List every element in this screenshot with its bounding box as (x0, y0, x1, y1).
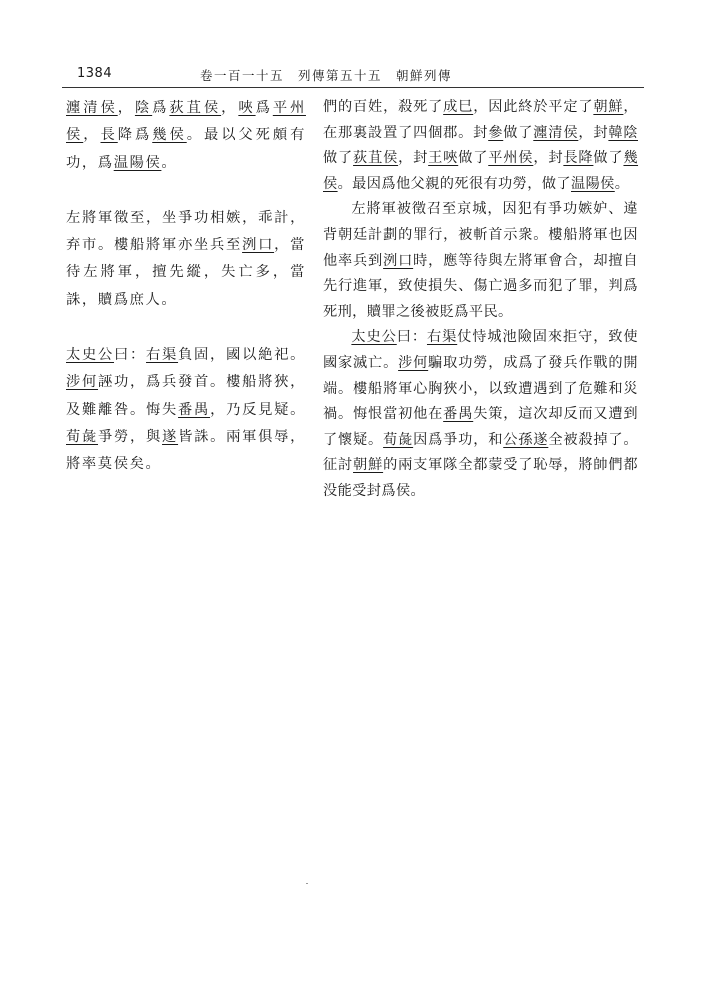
proper-name: 幾侯 (152, 127, 187, 144)
text-run: ，封 (533, 150, 564, 167)
text-run: 仗恃城池險固來拒守，致使國家滅亡。 (323, 329, 639, 371)
proper-name: 成巳 (443, 99, 474, 115)
text-run: 。 (161, 154, 178, 171)
proper-name: 荀彘 (383, 431, 414, 448)
text-run: 做了 (503, 124, 534, 141)
text-run: 因爲爭功，和 (413, 431, 504, 448)
text-run: 爭勞，與 (98, 428, 163, 445)
proper-name: 陰 (134, 100, 153, 116)
proper-name: 荻苴侯 (353, 150, 399, 167)
text-run: 全被殺掉了。征討 (323, 431, 638, 474)
original-paragraph (66, 95, 306, 177)
proper-name: 平州侯 (488, 150, 534, 167)
text-run: 皆誅。兩軍俱辱，將率莫侯矣。 (66, 428, 306, 473)
proper-name: 遂 (162, 428, 179, 445)
proper-name: 朝鮮 (593, 99, 624, 115)
text-run: ，當待左將軍，擅先縱，失亡多，當誅，贖爲庶人。 (66, 237, 306, 308)
proper-name: 右渠 (426, 329, 458, 346)
proper-name: 公孫遂 (503, 431, 549, 448)
text-run: ， (221, 100, 239, 116)
text-run: 做了 (458, 150, 489, 167)
text-run: 們的百姓，殺死了 (323, 99, 444, 115)
text-run: 爲 (152, 100, 170, 116)
translation-paragraph (323, 95, 638, 197)
proper-name: 長降 (563, 150, 594, 167)
proper-name: 參 (488, 124, 504, 141)
proper-name: 荻苴侯 (169, 100, 222, 116)
page-number: 1384 (77, 66, 113, 81)
proper-name: 右渠 (146, 347, 179, 364)
text-run: 。最以父死頗有功，爲 (66, 127, 307, 171)
proper-name: 温陽侯 (571, 175, 615, 192)
proper-name: 長 (100, 127, 118, 144)
running-title: 卷一百一十五 列傳第五十五 朝鮮列傳 (200, 68, 453, 83)
proper-name: 荀彘 (66, 428, 99, 445)
proper-name: 瀍清侯 (533, 124, 579, 141)
translation-column (323, 95, 638, 505)
text-run: 騙取功勞，成爲了發兵作戰的開端。樓船將軍心胸狹小，以致遭遇到了危難和災禍。悔恨當初他在 (323, 354, 638, 423)
text-run: ，因此終於平定了 (473, 99, 594, 115)
text-run: 曰： (396, 329, 427, 346)
text-run: 左將軍徵至，坐爭功相嫉，乖計，弃市。樓船將軍亦坐兵至 (66, 209, 306, 254)
original-paragraph (66, 205, 306, 314)
text-run: 左將軍被徵召至京城，因犯有爭功嫉妒、違背朝廷計劃的罪行，被斬首示衆。樓船將軍也因他率兵到 (323, 201, 638, 269)
proper-name: 洌口 (242, 237, 275, 254)
translation-paragraph (323, 197, 638, 325)
proper-name: 涉何 (66, 374, 99, 391)
text-run: 負固，國以絶祀。 (178, 347, 306, 364)
text-run: ，封 (578, 124, 609, 141)
text-run: ，封 (398, 150, 429, 167)
text-run: ，乃反見疑。 (210, 401, 306, 418)
text-run: 。最因爲他父親的死很有功勞，做了 (337, 175, 571, 192)
proper-name: 番禺 (178, 401, 211, 418)
scan-speck (306, 883, 308, 884)
text-run: ， (117, 100, 135, 116)
proper-name: 唊 (238, 100, 256, 116)
text-run: ，在那裏設置了四個郡。封 (323, 99, 638, 141)
proper-name: 平州侯 (66, 100, 306, 144)
text-run: 做了 (323, 150, 354, 167)
original-paragraph (66, 342, 306, 478)
proper-name: 涉何 (398, 354, 429, 371)
proper-name: 太史公 (351, 329, 397, 346)
text-run: 曰： (114, 347, 147, 364)
text-run: 做了 (593, 150, 624, 167)
proper-name: 太史公 (66, 347, 115, 364)
original-text-column (66, 95, 306, 479)
text-run: 爲 (255, 100, 273, 116)
header-rule (62, 87, 644, 88)
proper-name: 王唊 (428, 150, 459, 167)
text-run: 的兩支軍隊全都蒙受了恥辱，將帥們都没能受封爲侯。 (323, 457, 638, 499)
text-run: 。 (614, 175, 630, 192)
proper-name: 幾侯 (323, 150, 639, 192)
text-run: 失策，這次却反而又遭到了懷疑。 (323, 406, 639, 448)
text-run: ， (83, 127, 101, 144)
translation-paragraph (323, 325, 638, 504)
proper-name: 温陽侯 (113, 154, 162, 171)
proper-name: 朝鮮 (353, 457, 384, 474)
proper-name: 洌口 (383, 252, 414, 269)
text-run: 誣功，爲兵發首。樓船將狹，及難離咎。悔失 (66, 374, 306, 418)
proper-name: 瀍清侯 (66, 100, 118, 116)
text-run: 時，應等待與左將軍會合，却擅自先行進軍，致使損失、傷亡過多而犯了罪，判爲死刑，贖罪之後被貶爲平民。 (323, 252, 638, 320)
text-run: 降爲 (117, 127, 153, 144)
proper-name: 番禺 (443, 406, 474, 423)
proper-name: 韓陰 (608, 124, 638, 141)
